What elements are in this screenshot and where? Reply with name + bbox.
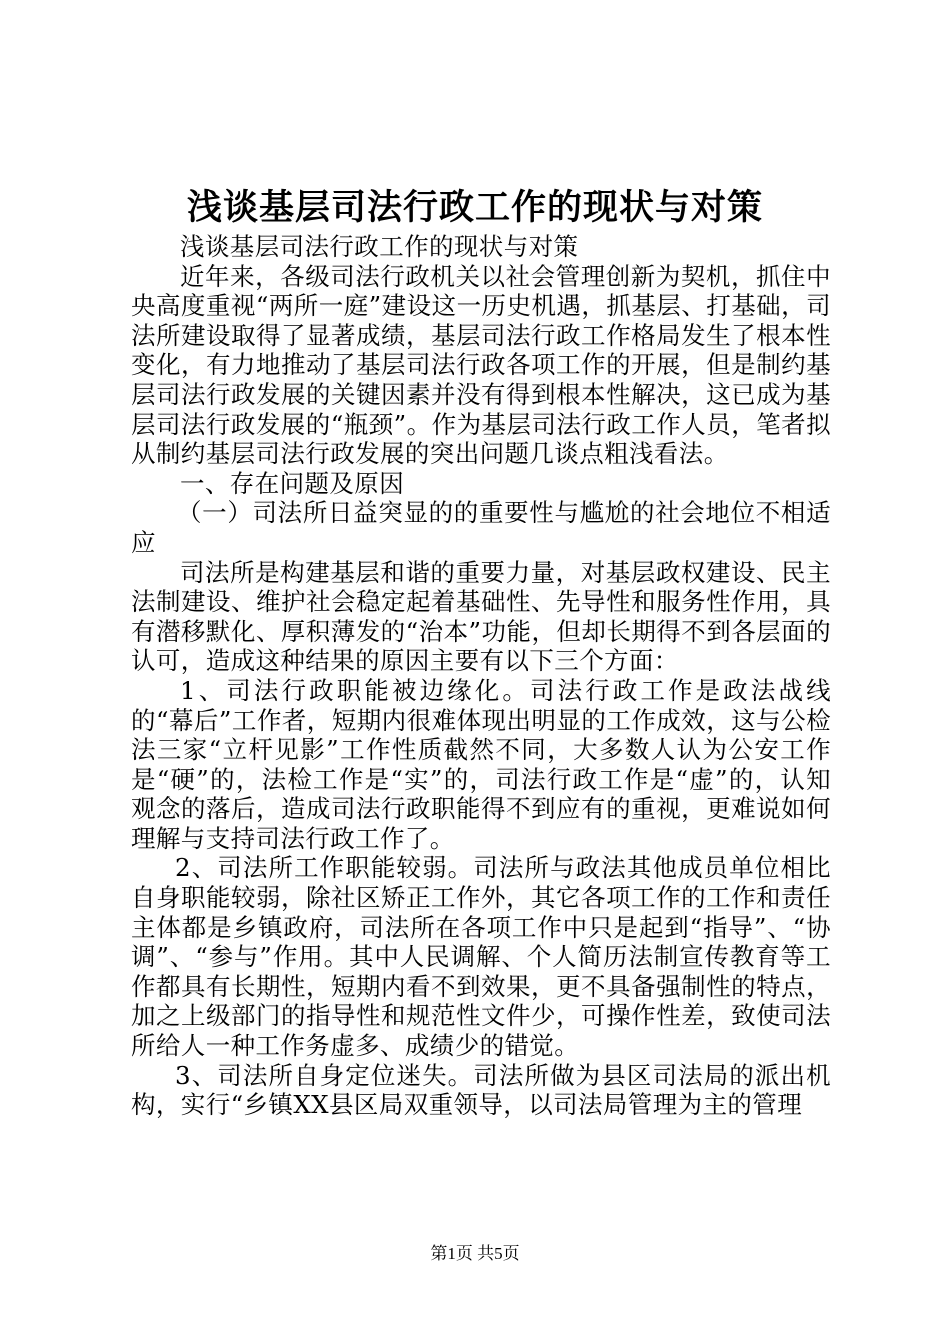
- paragraph-point-3: 3、司法所自身定位迷失。司法所做为县区司法局的派出机构，实行“乡镇XX县区局双重领导，以司法局管理为主的管理: [131, 1060, 831, 1120]
- subsection-heading-1: （一）司法所日益突显的的重要性与尴尬的社会地位不相适应: [131, 498, 831, 557]
- paragraph-subtitle: 浅谈基层司法行政工作的现状与对策: [180, 232, 579, 261]
- paragraph-point-2: 2、司法所工作职能较弱。司法所与政法其他成员单位相比自身职能较弱，除社区矫正工作外，其它各项工作的工作和责任主体都是乡镇政府，司法所在各项工作中只是起到“指导”、“协调”、“参与”作用。其中人民调解、个人简历法制宣传教育等工作都具有长期性，短期内看不到效果，更不具备强制性的特点，加之上级部门的指导性和规范性文件少，可操作性差，致使司法所给人一种工作务虚多、成绩少的错觉。: [131, 853, 831, 1061]
- paragraph-intro: 近年来，各级司法行政机关以社会管理创新为契机，抓住中央高度重视“两所一庭”建设这一历史机遇，抓基层、打基础，司法所建设取得了显著成绩，基层司法行政工作格局发生了根本性变化，有力地推动了基层司法行政各项工作的开展，但是制约基层司法行政发展的关键因素并没有得到根本性解决，这已成为基层司法行政发展的“瓶颈”。作为基层司法行政工作人员，笔者拟从制约基层司法行政发展的突出问题几谈点粗浅看法。: [131, 261, 831, 469]
- page-number: 第1页 共5页: [430, 1244, 520, 1263]
- section-heading-problems: 一、存在问题及原因: [180, 468, 405, 498]
- document-title: 浅谈基层司法行政工作的现状与对策: [186, 187, 763, 228]
- paragraph-point-1: 1、司法行政职能被边缘化。司法行政工作是政法战线的“幕后”工作者，短期内很难体现出明显的工作成效，这与公检法三家“立杆见影”工作性质截然不同，大多数人认为公安工作是“硬”的，法检工作是“实”的，司法行政工作是“虚”的，认知观念的落后，造成司法行政职能得不到应有的重视，更难说如何理解与支持司法行政工作了。: [131, 675, 831, 853]
- paragraph-sifasuo-role: 司法所是构建基层和谐的重要力量，对基层政权建设、民主法制建设、维护社会稳定起着基础性、先导性和服务性作用，具有潜移默化、厚积薄发的“治本”功能，但却长期得不到各层面的认可，造成这种结果的原因主要有以下三个方面：: [131, 557, 831, 676]
- document-body: [131, 232, 831, 1120]
